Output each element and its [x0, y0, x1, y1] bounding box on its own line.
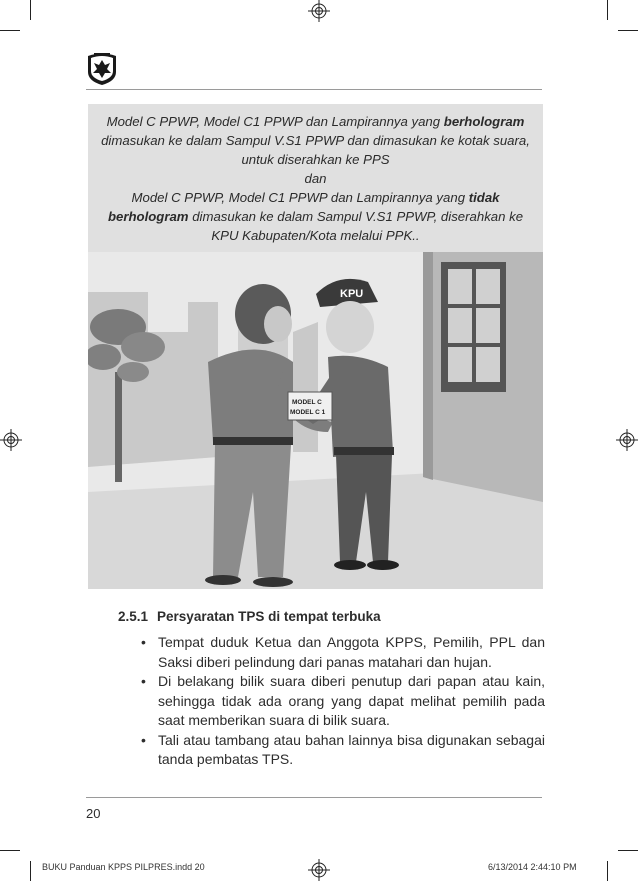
box-label-line1: MODEL C	[292, 399, 322, 406]
crop-mark	[0, 850, 20, 851]
callout-text: dimasukan ke dalam Sampul V.S1 PPWP dan dimasukan ke kotak suara, untuk diserahkan ke PPS	[101, 133, 530, 167]
section-heading	[118, 609, 381, 624]
handover-illustration	[88, 252, 543, 589]
crop-mark	[30, 0, 31, 20]
callout-text: Model C PPWP, Model C1 PPWP dan Lampirannya yang	[131, 190, 469, 205]
list-item-text: Di belakang bilik suara diberi penutup dari papan atau kain, sehingga tidak ada orang yang dapat melihat pemilih pada saat memberikan suara di bilik suara.	[158, 673, 545, 728]
registration-mark-icon	[0, 429, 22, 451]
callout-paragraph-2	[88, 188, 543, 245]
list-item	[138, 633, 545, 672]
crop-mark	[618, 850, 638, 851]
callout-paragraph-1	[88, 112, 543, 169]
requirements-list	[138, 633, 545, 770]
registration-mark-icon	[308, 859, 330, 881]
footer-rule	[86, 797, 542, 798]
registration-mark-icon	[308, 0, 330, 22]
callout-emphasis: berhologram	[443, 114, 525, 129]
callout-text: dimasukan ke dalam Sampul V.S1 PPWP, diserahkan ke KPU Kabupaten/Kota melalui PPK..	[188, 209, 524, 243]
crop-mark	[30, 861, 31, 881]
box-label-line2: MODEL C 1	[290, 409, 326, 416]
crop-mark	[618, 30, 638, 31]
registration-mark-icon	[616, 429, 638, 451]
bullet-icon: •	[141, 634, 146, 650]
list-item	[138, 731, 545, 770]
slug-filename: BUKU Panduan KPPS PILPRES.indd 20	[42, 862, 205, 872]
list-item-text: Tali atau tambang atau bahan lainnya bisa digunakan sebagai tanda pembatas TPS.	[158, 731, 545, 767]
slug-timestamp: 6/13/2014 2:44:10 PM	[488, 862, 577, 872]
callout-box	[88, 104, 543, 252]
list-item	[138, 672, 545, 731]
page-number: 20	[86, 806, 101, 821]
callout-text: Model C PPWP, Model C1 PPWP dan Lampirannya yang	[106, 114, 444, 129]
crop-mark	[0, 30, 20, 31]
bullet-icon: •	[141, 731, 146, 748]
bullet-icon: •	[141, 673, 146, 689]
cap-label: KPU	[340, 288, 364, 300]
bawaslu-emblem-icon	[86, 50, 118, 86]
callout-emphasis: tidak berhologram	[107, 190, 500, 224]
section-title: Persyaratan TPS di tempat terbuka	[157, 609, 381, 624]
section-number: 2.5.1	[118, 609, 149, 624]
list-item-text: Tempat duduk Ketua dan Anggota KPPS, Pemilih, PPL dan Saksi diberi pelindung dari panas matahari dan hujan.	[158, 634, 545, 670]
crop-mark	[607, 0, 608, 20]
callout-dan: dan	[304, 171, 327, 186]
crop-mark	[607, 861, 608, 881]
header-rule	[86, 89, 542, 90]
